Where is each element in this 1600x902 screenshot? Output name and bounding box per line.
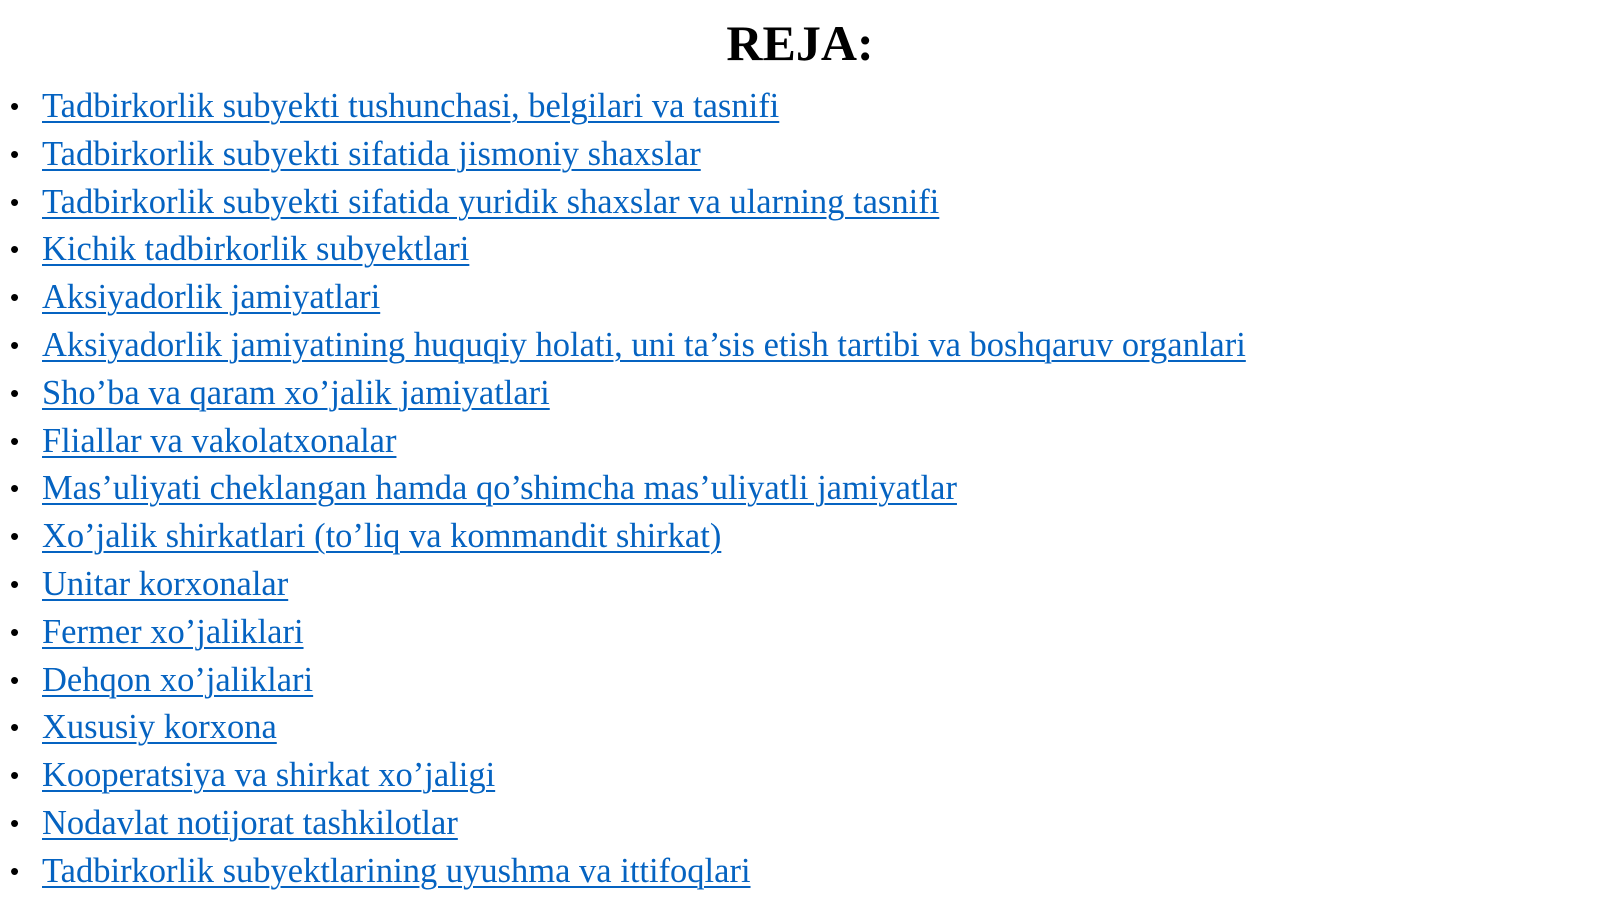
list-item [0,513,1246,561]
list-item [0,609,1246,657]
list-item [0,370,1246,418]
list-item [0,179,1246,227]
bullet-icon: • [10,186,20,217]
plan-link[interactable]: Aksiyadorlik jamiyatining huquqiy holati, uni ta’sis etish tartibi va boshqaruv organlari [42,325,1246,364]
plan-link[interactable]: Xususiy korxona [42,708,277,747]
plan-link[interactable]: Sho’ba va qaram xo’jalik jamiyatlari [42,373,550,412]
plan-list [0,83,1246,896]
list-item [0,848,1246,896]
list-item [0,131,1246,179]
plan-link[interactable]: Kooperatsiya va shirkat xo’jaligi [42,756,496,795]
list-item [0,226,1246,274]
bullet-icon: • [10,91,20,121]
plan-link[interactable]: Dehqon xo’jaliklari [42,660,314,699]
plan-link[interactable]: Tadbirkorlik subyekti sifatida yuridik shaxslar va ularning tasnifi [42,182,940,221]
plan-link[interactable]: Tadbirkorlik subyekti sifatida jismoniy shaxslar [42,134,701,173]
plan-link[interactable]: Fliallar va vakolatxonalar [42,421,397,460]
plan-link[interactable]: Nodavlat notijorat tashkilotlar [42,803,458,842]
list-item [0,83,1246,131]
bullet-icon: • [10,425,20,456]
bullet-icon: • [10,521,20,552]
plan-link[interactable]: Tadbirkorlik subyektlarining uyushma va ittifoqlari [42,851,751,890]
bullet-icon: • [10,712,20,743]
bullet-icon: • [10,329,20,360]
list-item [0,657,1246,705]
bullet-icon: • [10,568,20,599]
plan-link[interactable]: Aksiyadorlik jamiyatlari [42,278,381,317]
plan-link[interactable]: Unitar korxonalar [42,564,289,603]
list-item [0,800,1246,848]
plan-link[interactable]: Kichik tadbirkorlik subyektlari [42,230,470,269]
list-item [0,752,1246,800]
bullet-icon: • [10,473,20,504]
bullet-icon: • [10,138,20,169]
bullet-icon: • [10,377,20,408]
list-item [0,465,1246,513]
plan-link[interactable]: Fermer xo’jaliklari [42,612,304,651]
bullet-icon: • [10,234,20,265]
bullet-icon: • [10,282,20,313]
list-item [0,704,1246,752]
bullet-icon: • [10,616,20,647]
list-item [0,274,1246,322]
bullet-icon: • [10,855,20,886]
plan-link[interactable]: Xo’jalik shirkatlari (to’liq va kommandit shirkat) [42,517,722,556]
bullet-icon: • [10,664,20,695]
list-item [0,561,1246,609]
list-item [0,418,1246,466]
plan-link[interactable]: Tadbirkorlik subyekti tushunchasi, belgilari va tasnifi [42,87,780,125]
bullet-icon: • [10,807,20,838]
slide-title: REJA: [726,15,874,71]
list-item [0,322,1246,370]
bullet-icon: • [10,760,20,791]
plan-link[interactable]: Mas’uliyati cheklangan hamda qo’shimcha mas’uliyatli jamiyatlar [42,469,957,508]
